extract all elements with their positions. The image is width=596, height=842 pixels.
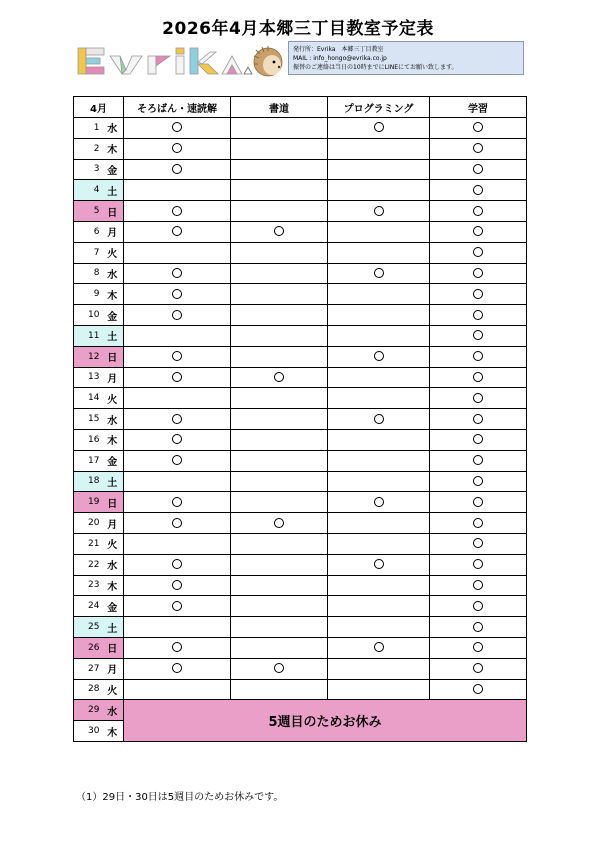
schedule-cell [124, 533, 231, 554]
schedule-cell [231, 346, 328, 367]
day-number: 29 [74, 700, 102, 721]
day-number: 12 [74, 346, 102, 367]
day-number: 10 [74, 305, 102, 326]
day-number: 23 [74, 575, 102, 596]
info-publisher: 発行所：Evrika 本郷三丁目教室 [293, 46, 384, 53]
schedule-cell [124, 305, 231, 326]
circle-icon [172, 434, 182, 444]
circle-icon [473, 268, 483, 278]
table-row [74, 388, 527, 409]
circle-icon [473, 122, 483, 132]
day-of-week: 金 [102, 450, 124, 471]
schedule-cell [430, 388, 527, 409]
circle-icon [473, 559, 483, 569]
day-number: 21 [74, 533, 102, 554]
schedule-cell [231, 554, 328, 575]
circle-icon [473, 601, 483, 611]
circle-icon [172, 206, 182, 216]
circle-icon [473, 310, 483, 320]
schedule-cell [430, 201, 527, 222]
table-row [74, 658, 527, 679]
schedule-cell [328, 388, 430, 409]
col-header-shodo: 書道 [231, 97, 328, 118]
day-number: 18 [74, 471, 102, 492]
schedule-cell [231, 305, 328, 326]
schedule-cell [124, 575, 231, 596]
day-of-week: 月 [102, 658, 124, 679]
schedule-cell [231, 492, 328, 513]
schedule-cell [124, 429, 231, 450]
holiday-notice: 5週目のためお休み [124, 700, 527, 742]
schedule-cell [124, 617, 231, 638]
circle-icon [172, 226, 182, 236]
day-number: 17 [74, 450, 102, 471]
schedule-cell [231, 325, 328, 346]
schedule-cell [124, 284, 231, 305]
circle-icon [172, 455, 182, 465]
schedule-cell [430, 658, 527, 679]
table-row [74, 325, 527, 346]
circle-icon [172, 497, 182, 507]
schedule-cell [231, 118, 328, 139]
schedule-cell [328, 637, 430, 658]
day-number: 16 [74, 429, 102, 450]
schedule-cell [231, 596, 328, 617]
circle-icon [172, 642, 182, 652]
schedule-cell [124, 596, 231, 617]
circle-icon [172, 351, 182, 361]
day-number: 14 [74, 388, 102, 409]
circle-icon [473, 684, 483, 694]
table-row [74, 367, 527, 388]
circle-icon [274, 518, 284, 528]
schedule-cell [124, 409, 231, 430]
circle-icon [473, 455, 483, 465]
table-row [74, 575, 527, 596]
circle-icon [473, 351, 483, 361]
schedule-cell [124, 138, 231, 159]
page-title: 2026年4月本郷三丁目教室予定表 [162, 19, 434, 39]
table-row [74, 221, 527, 242]
table-row [74, 346, 527, 367]
schedule-cell [328, 305, 430, 326]
day-of-week: 火 [102, 533, 124, 554]
schedule-cell [328, 533, 430, 554]
day-of-week: 木 [102, 721, 124, 742]
schedule-cell [231, 201, 328, 222]
schedule-cell [231, 617, 328, 638]
schedule-cell [124, 637, 231, 658]
day-number: 20 [74, 513, 102, 534]
table-row [74, 637, 527, 658]
circle-icon [274, 372, 284, 382]
schedule-cell [430, 346, 527, 367]
circle-icon [172, 164, 182, 174]
day-of-week: 土 [102, 617, 124, 638]
schedule-cell [328, 263, 430, 284]
schedule-cell [328, 513, 430, 534]
circle-icon [473, 289, 483, 299]
day-number: 22 [74, 554, 102, 575]
schedule-cell [124, 679, 231, 700]
day-of-week: 土 [102, 325, 124, 346]
schedule-cell [430, 263, 527, 284]
table-row [74, 617, 527, 638]
circle-icon [473, 330, 483, 340]
table-row [74, 305, 527, 326]
table-row [74, 513, 527, 534]
schedule-cell [430, 554, 527, 575]
circle-icon [473, 518, 483, 528]
circle-icon [172, 580, 182, 590]
circle-icon [374, 268, 384, 278]
schedule-cell [430, 367, 527, 388]
day-number: 30 [74, 721, 102, 742]
schedule-cell [231, 367, 328, 388]
schedule-cell [328, 492, 430, 513]
schedule-cell [328, 284, 430, 305]
schedule-cell [231, 575, 328, 596]
day-of-week: 水 [102, 263, 124, 284]
day-number: 9 [74, 284, 102, 305]
day-number: 24 [74, 596, 102, 617]
schedule-cell [430, 450, 527, 471]
circle-icon [473, 247, 483, 257]
day-number: 3 [74, 159, 102, 180]
schedule-cell [124, 221, 231, 242]
circle-icon [374, 414, 384, 424]
schedule-cell [124, 242, 231, 263]
schedule-cell [430, 305, 527, 326]
schedule-cell [328, 242, 430, 263]
table-header-row [74, 97, 527, 118]
day-number: 28 [74, 679, 102, 700]
schedule-cell [328, 429, 430, 450]
day-of-week: 水 [102, 118, 124, 139]
day-number: 13 [74, 367, 102, 388]
table-row [74, 409, 527, 430]
schedule-cell [328, 138, 430, 159]
schedule-cell [430, 533, 527, 554]
schedule-cell [328, 201, 430, 222]
table-row [74, 679, 527, 700]
circle-icon [473, 372, 483, 382]
circle-icon [172, 518, 182, 528]
schedule-cell [430, 409, 527, 430]
day-of-week: 水 [102, 700, 124, 721]
schedule-cell [328, 679, 430, 700]
circle-icon [172, 559, 182, 569]
day-of-week: 金 [102, 159, 124, 180]
day-of-week: 日 [102, 346, 124, 367]
schedule-cell [430, 221, 527, 242]
col-header-programming: プログラミング [328, 97, 430, 118]
day-number: 7 [74, 242, 102, 263]
circle-icon [172, 663, 182, 673]
circle-icon [473, 164, 483, 174]
circle-icon [172, 289, 182, 299]
schedule-cell [328, 617, 430, 638]
schedule-cell [124, 513, 231, 534]
schedule-cell [231, 388, 328, 409]
schedule-cell [231, 471, 328, 492]
schedule-cell [231, 658, 328, 679]
month-header: 4月 [74, 97, 124, 118]
day-of-week: 木 [102, 138, 124, 159]
schedule-cell [231, 679, 328, 700]
day-number: 2 [74, 138, 102, 159]
day-of-week: 日 [102, 201, 124, 222]
day-number: 8 [74, 263, 102, 284]
day-of-week: 火 [102, 242, 124, 263]
table-row [74, 180, 527, 201]
circle-icon [473, 538, 483, 548]
circle-icon [172, 310, 182, 320]
day-of-week: 金 [102, 305, 124, 326]
schedule-table [73, 96, 527, 742]
circle-icon [473, 393, 483, 403]
schedule-cell [430, 242, 527, 263]
schedule-cell [124, 492, 231, 513]
circle-icon [172, 122, 182, 132]
circle-icon [172, 268, 182, 278]
circle-icon [473, 206, 483, 216]
footnote: （1）29日・30日は5週目のためお休みです。 [76, 792, 284, 803]
circle-icon [274, 226, 284, 236]
table-row [74, 429, 527, 450]
schedule-cell [328, 180, 430, 201]
circle-icon [473, 143, 483, 153]
schedule-cell [430, 159, 527, 180]
circle-icon [172, 372, 182, 382]
circle-icon [374, 642, 384, 652]
circle-icon [473, 434, 483, 444]
schedule-cell [124, 325, 231, 346]
circle-icon [473, 622, 483, 632]
circle-icon [473, 226, 483, 236]
schedule-cell [430, 617, 527, 638]
schedule-cell [430, 575, 527, 596]
circle-icon [473, 185, 483, 195]
day-number: 4 [74, 180, 102, 201]
schedule-cell [328, 118, 430, 139]
day-of-week: 土 [102, 471, 124, 492]
schedule-cell [430, 118, 527, 139]
table-row [74, 159, 527, 180]
day-number: 26 [74, 637, 102, 658]
circle-icon [172, 601, 182, 611]
schedule-cell [231, 533, 328, 554]
schedule-cell [328, 367, 430, 388]
schedule-cell [328, 554, 430, 575]
schedule-cell [124, 180, 231, 201]
schedule-cell [328, 325, 430, 346]
schedule-cell [124, 450, 231, 471]
table-row [74, 596, 527, 617]
schedule-cell [328, 346, 430, 367]
schedule-cell [231, 429, 328, 450]
day-of-week: 木 [102, 284, 124, 305]
schedule-cell [328, 159, 430, 180]
day-of-week: 金 [102, 596, 124, 617]
day-number: 15 [74, 409, 102, 430]
circle-icon [374, 497, 384, 507]
schedule-cell [231, 263, 328, 284]
day-of-week: 火 [102, 388, 124, 409]
day-of-week: 日 [102, 492, 124, 513]
schedule-cell [124, 346, 231, 367]
schedule-cell [124, 471, 231, 492]
schedule-cell [430, 325, 527, 346]
circle-icon [374, 122, 384, 132]
circle-icon [473, 497, 483, 507]
info-reschedule-note: 振替のご連絡は当日の10時までにLINEにてお願い致します。 [293, 64, 458, 71]
schedule-cell [124, 388, 231, 409]
circle-icon [473, 476, 483, 486]
schedule-cell [328, 575, 430, 596]
schedule-cell [231, 409, 328, 430]
day-number: 27 [74, 658, 102, 679]
schedule-cell [430, 429, 527, 450]
circle-icon [473, 580, 483, 590]
table-row [74, 533, 527, 554]
day-number: 5 [74, 201, 102, 222]
schedule-cell [328, 450, 430, 471]
table-row [74, 554, 527, 575]
table-row [74, 450, 527, 471]
schedule-cell [231, 242, 328, 263]
day-of-week: 月 [102, 221, 124, 242]
schedule-cell [231, 450, 328, 471]
table-row [74, 471, 527, 492]
schedule-cell [430, 180, 527, 201]
table-row [74, 700, 527, 721]
table-row [74, 138, 527, 159]
col-header-study: 学習 [430, 97, 527, 118]
schedule-cell [124, 159, 231, 180]
schedule-cell [124, 201, 231, 222]
circle-icon [473, 642, 483, 652]
day-of-week: 木 [102, 575, 124, 596]
day-of-week: 月 [102, 513, 124, 534]
schedule-cell [231, 284, 328, 305]
schedule-cell [328, 596, 430, 617]
day-number: 6 [74, 221, 102, 242]
schedule-cell [430, 492, 527, 513]
table-row [74, 242, 527, 263]
schedule-cell [430, 138, 527, 159]
circle-icon [473, 663, 483, 673]
circle-icon [374, 351, 384, 361]
circle-icon [172, 414, 182, 424]
schedule-cell [231, 180, 328, 201]
circle-icon [473, 414, 483, 424]
col-header-soroban: そろばん・速読解 [124, 97, 231, 118]
schedule-cell [231, 138, 328, 159]
table-row [74, 284, 527, 305]
info-mail: MAIL : info_hongo@evrika.co.jp [293, 55, 387, 62]
info-box [288, 41, 524, 75]
schedule-cell [124, 263, 231, 284]
schedule-cell [430, 471, 527, 492]
day-of-week: 火 [102, 679, 124, 700]
schedule-cell [231, 159, 328, 180]
table-row [74, 492, 527, 513]
schedule-cell [430, 513, 527, 534]
day-of-week: 木 [102, 429, 124, 450]
circle-icon [172, 143, 182, 153]
table-row [74, 263, 527, 284]
schedule-cell [124, 118, 231, 139]
day-number: 25 [74, 617, 102, 638]
schedule-cell [430, 596, 527, 617]
day-number: 11 [74, 325, 102, 346]
table-row [74, 118, 527, 139]
day-of-week: 水 [102, 409, 124, 430]
schedule-cell [328, 658, 430, 679]
day-number: 1 [74, 118, 102, 139]
schedule-cell [430, 284, 527, 305]
day-of-week: 土 [102, 180, 124, 201]
schedule-cell [124, 658, 231, 679]
schedule-cell [231, 221, 328, 242]
schedule-cell [328, 471, 430, 492]
evrika-logo [76, 40, 286, 78]
circle-icon [274, 663, 284, 673]
day-number: 19 [74, 492, 102, 513]
schedule-cell [430, 679, 527, 700]
schedule-cell [231, 513, 328, 534]
day-of-week: 水 [102, 554, 124, 575]
schedule-cell [124, 554, 231, 575]
circle-icon [374, 559, 384, 569]
schedule-cell [328, 409, 430, 430]
table-row [74, 201, 527, 222]
schedule-cell [231, 637, 328, 658]
schedule-cell [124, 367, 231, 388]
schedule-cell [328, 221, 430, 242]
day-of-week: 日 [102, 637, 124, 658]
day-of-week: 月 [102, 367, 124, 388]
schedule-cell [430, 637, 527, 658]
circle-icon [374, 206, 384, 216]
